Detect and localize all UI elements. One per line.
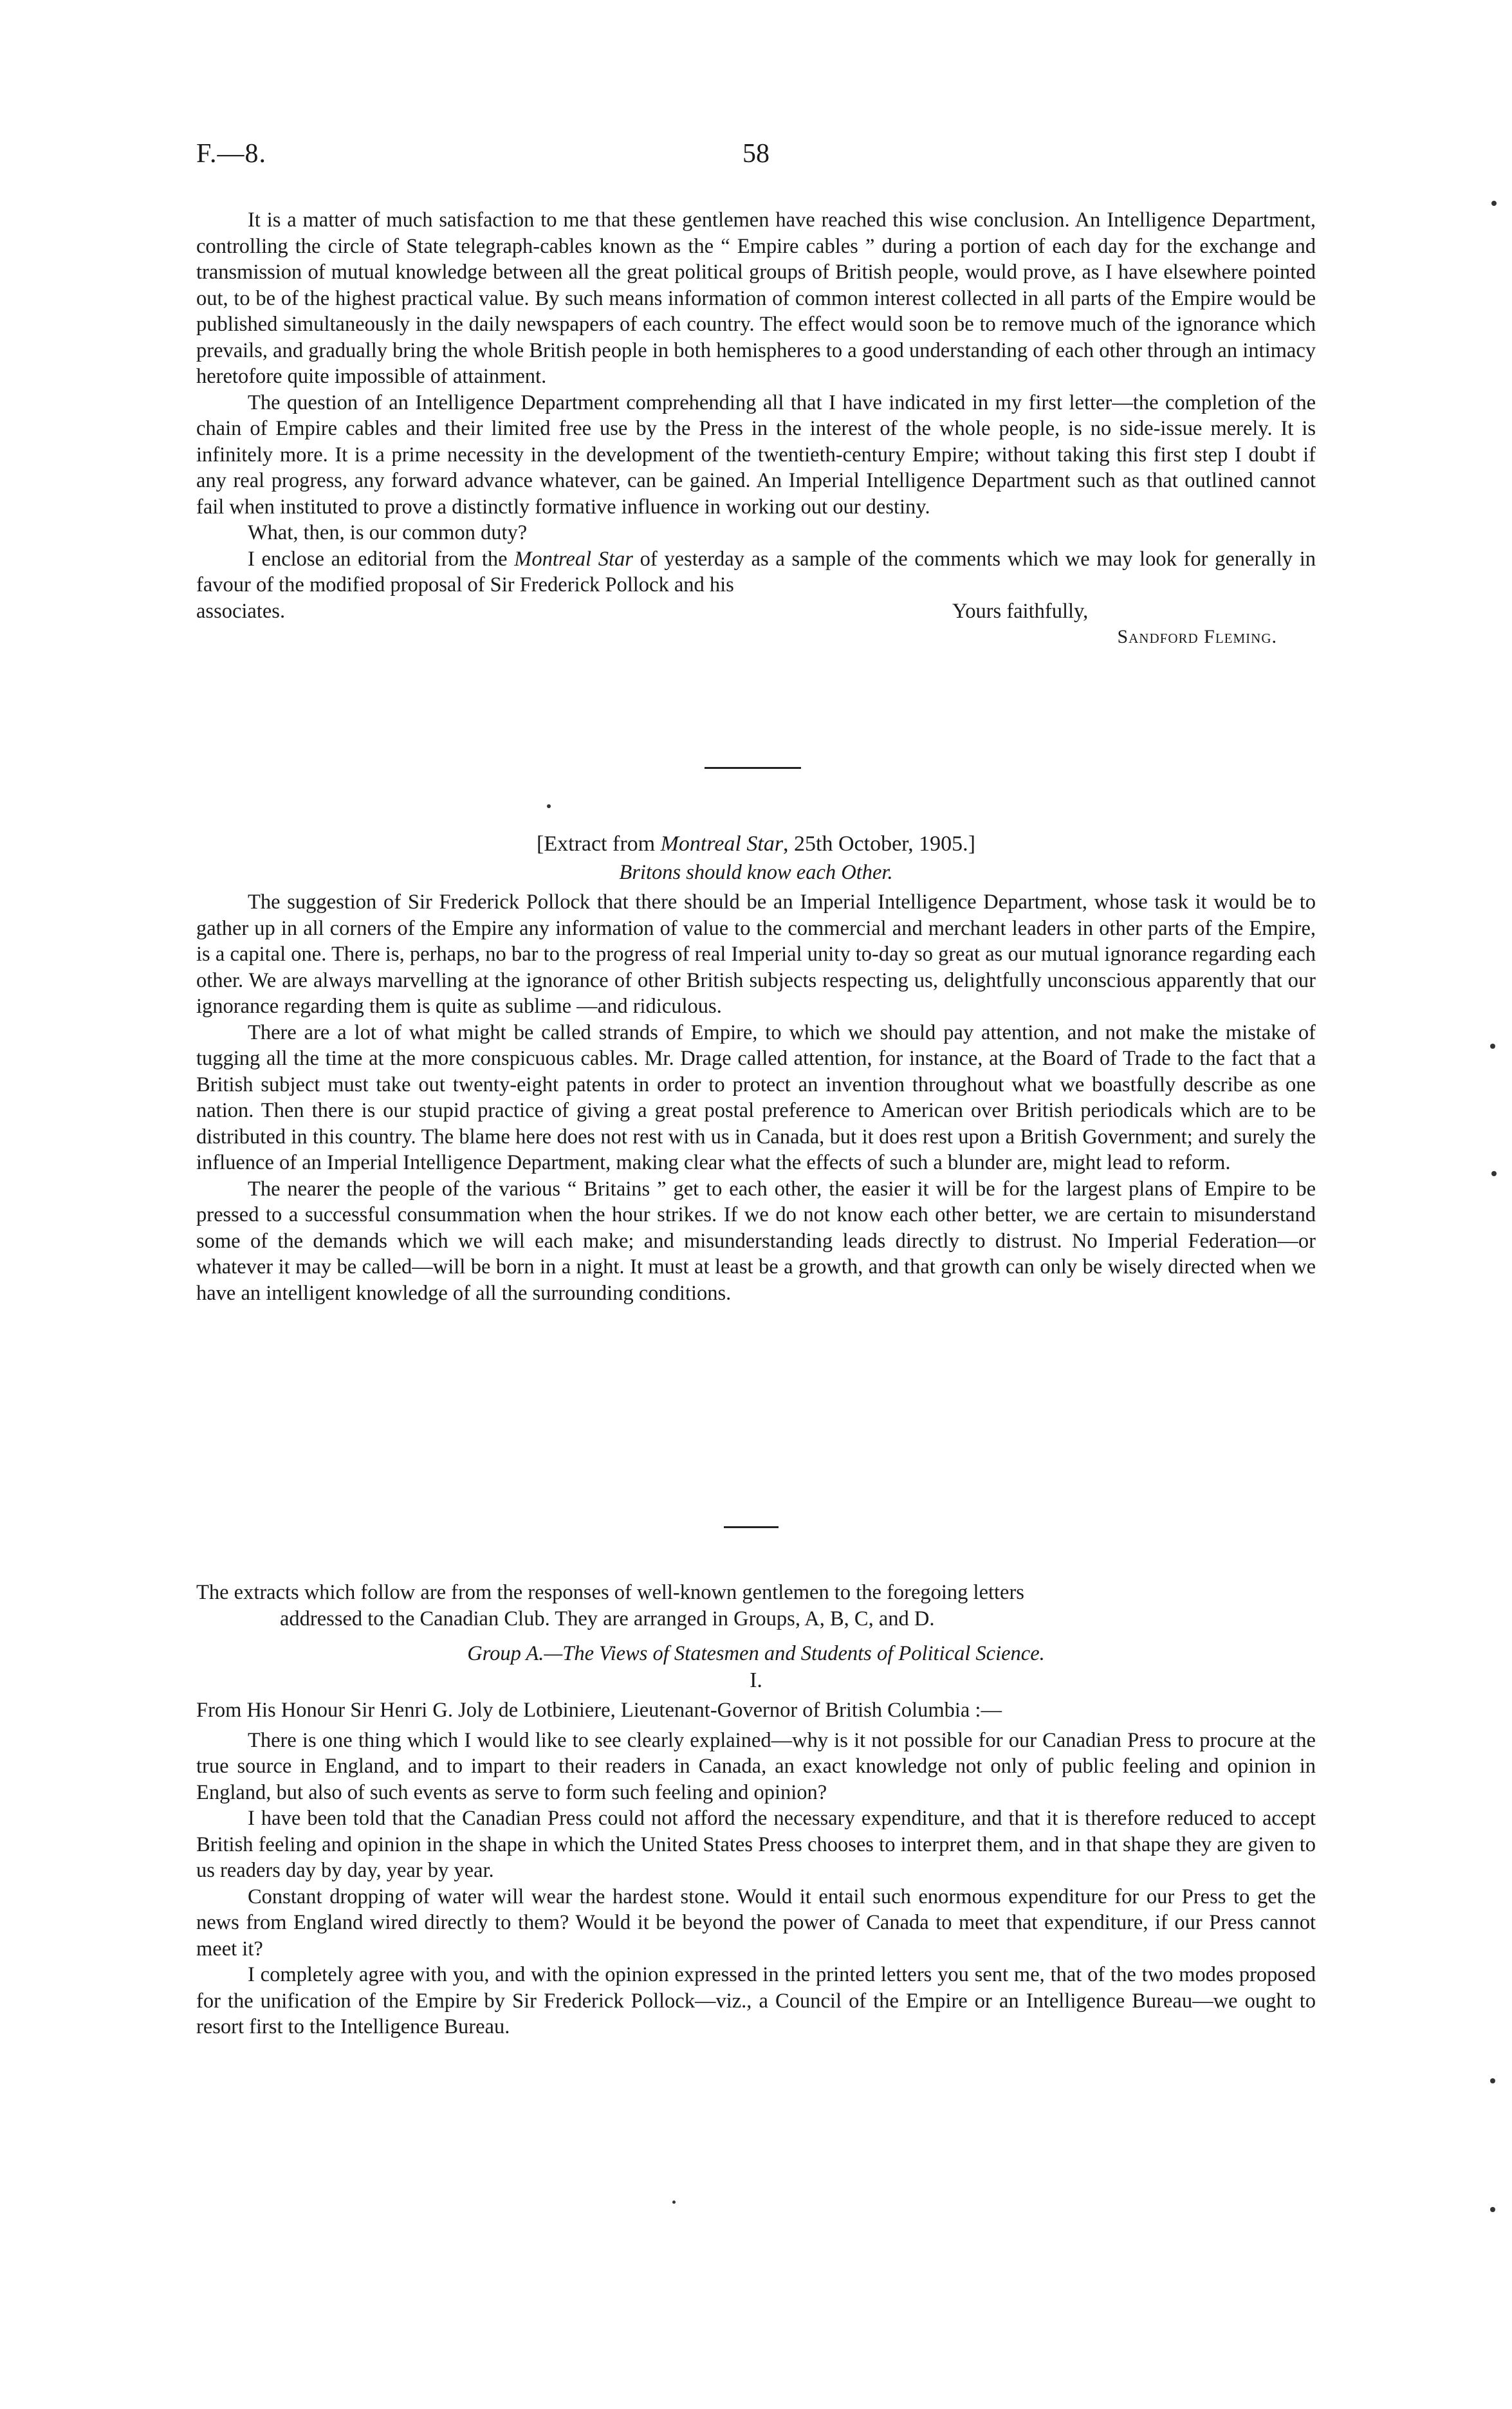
- scan-speck: [1491, 1171, 1497, 1176]
- extract-heading: [Extract from Montreal Star, 25th October, 1905.]: [537, 832, 975, 856]
- signature: Sandford Fleming.: [1117, 625, 1277, 647]
- closing-line: [196, 598, 1316, 624]
- response-paragraph: There is one thing which I would like to see clearly explained—why is it not possible for our Canadian Press to procure at the true source in England, and to impart to their readers in Canada, an exact knowledge not only of public feeling and opinion in England, but also of such events as serve to form such feeling and opinion?: [196, 1728, 1316, 1804]
- document-reference: F.—8.: [196, 139, 266, 169]
- response-paragraph: Constant dropping of water will wear the hardest stone. Would it entail such enormous expenditure for our Press to get the news from England wired directly to them? Would it be beyond the power of Canada to meet that expenditure, if our Press cannot meet it?: [196, 1885, 1316, 1961]
- scan-speck: [1490, 2207, 1495, 2212]
- closing-left: associates.: [196, 599, 286, 623]
- scan-speck: [1491, 201, 1497, 206]
- scan-speck: [1490, 2078, 1495, 2083]
- letter-paragraph: The question of an Intelligence Department comprehending all that I have indicated in my first letter—the completion of the chain of Empire cables and their limited free use by the Press in the interest of the whole people, is no side-issue merely. It is infinitely more. It is a prime necessity in the development of the twentieth-century Empire; without taking this first step I doubt if any real progress, any forward advance whatever, can be gained. An Imperial Intelligence Department such as that outlined cannot fail when instituted to prove a distinctly formative influence in working out our destiny.: [196, 391, 1316, 519]
- response-paragraph: I completely agree with you, and with the opinion expressed in the printed letters you sent me, that of the two modes proposed for the unification of the Empire by Sir Frederick Pollock—viz., a Council of the Empire or an Intelligence Bureau—we ought to resort first to the Intelligence Bureau.: [196, 1963, 1316, 2038]
- scan-speck: [547, 804, 551, 808]
- scan-speck: [672, 2201, 676, 2204]
- scan-speck: [1490, 1044, 1495, 1049]
- section-divider: [705, 767, 801, 769]
- response-paragraph: I have been told that the Canadian Press could not afford the necessary expenditure, and that it is therefore reduced to accept British feeling and opinion in the shape in which the United States Press chooses to interpret them, and in that shape they are given to us readers day by day, year by year.: [196, 1807, 1316, 1882]
- section-numeral: I.: [750, 1668, 762, 1692]
- intro-line: The extracts which follow are from the responses of well-known gentlemen to the foregoing letters: [196, 1581, 1024, 1604]
- responses-section: [196, 1580, 1316, 2040]
- extract-section: [196, 830, 1316, 1306]
- intro-line: addressed to the Canadian Club. They are arranged in Groups, A, B, C, and D.: [280, 1607, 935, 1630]
- page-number: 58: [742, 139, 770, 169]
- section-divider: [724, 1526, 779, 1528]
- extract-paragraph: There are a lot of what might be called strands of Empire, to which we should pay attention, and not make the mistake of tugging all the time at the more conspicuous cables. Mr. Drage called attention, for instance, at the Board of Trade to the fact that a British subject must take out twenty-eight patents in order to protect an invention throughout what we boastfully describe as one nation. Then there is our stupid practice of giving a great postal preference to American over British periodicals which are to be distributed in this country. The blame here does not rest with us in Canada, but it does rest upon a British Government; and surely the influence of an Imperial Intelligence Department, making clear what the effects of such a blunder are, might lead to reform.: [196, 1020, 1316, 1174]
- extract-subtitle: Britons should know each Other.: [619, 861, 893, 884]
- letter-paragraph: It is a matter of much satisfaction to me that these gentlemen have reached this wise conclusion. An Intelligence Department, controlling the circle of State telegraph-cables known as the “ Empire cables ” during a portion of each day for the exchange and transmission of mutual knowledge between all the great political groups of British people, would prove, as I have elsewhere pointed out, to be of the highest practical value. By such means information of common interest collected in all parts of the Empire would be published simultaneously in the daily newspapers of each country. The effect would soon be to remove much of the ignorance which prevails, and gradually bring the whole British people in both hemispheres to a good understanding of each other through an intimacy heretofore quite impossible of attainment.: [196, 208, 1316, 388]
- group-heading: Group A.—The Views of Statesmen and Students of Political Science.: [467, 1642, 1045, 1665]
- extract-paragraph: The suggestion of Sir Frederick Pollock that there should be an Imperial Intelligence Department, whose task it would be to gather up in all corners of the Empire any information of value to the commercial and merchant leaders in other parts of the Empire, is a capital one. There is, perhaps, no bar to the progress of real Imperial unity to-day so great as our mutual ignorance regarding each other. We are always marvelling at the ignorance of other British subjects respecting us, delightfully unconscious apparently that our ignorance regarding them is quite as sublime —and ridiculous.: [196, 891, 1316, 1018]
- closing-salutation: Yours faithfully,: [952, 599, 1089, 623]
- letter-paragraph: What, then, is our common duty?: [248, 521, 528, 544]
- running-head: [196, 138, 1316, 177]
- from-line: From His Honour Sir Henri G. Joly de Lotbiniere, Lieutenant-Governor of British Columbia :—: [196, 1699, 1002, 1722]
- responses-intro: [196, 1580, 1316, 1632]
- extract-paragraph: The nearer the people of the various “ Britains ” get to each other, the easier it will be for the largest plans of Empire to be pressed to a successful consummation when the hour strikes. If we do not know each other better, we are certain to misunderstand some of the demands which we will each make; and misunderstanding leads directly to distrust. No Imperial Federation—or whatever it may be called—will be born in a night. It must at least be a growth, and that growth can only be wisely directed when we have an intelligent knowledge of all the surrounding conditions.: [196, 1177, 1316, 1305]
- letter-paragraph-enclose: I enclose an editorial from the Montreal Star of yesterday as a sample of the comments which we may look for generally in favour of the modified proposal of Sir Frederick Pollock and his: [196, 547, 1316, 596]
- letter-section: [196, 207, 1316, 650]
